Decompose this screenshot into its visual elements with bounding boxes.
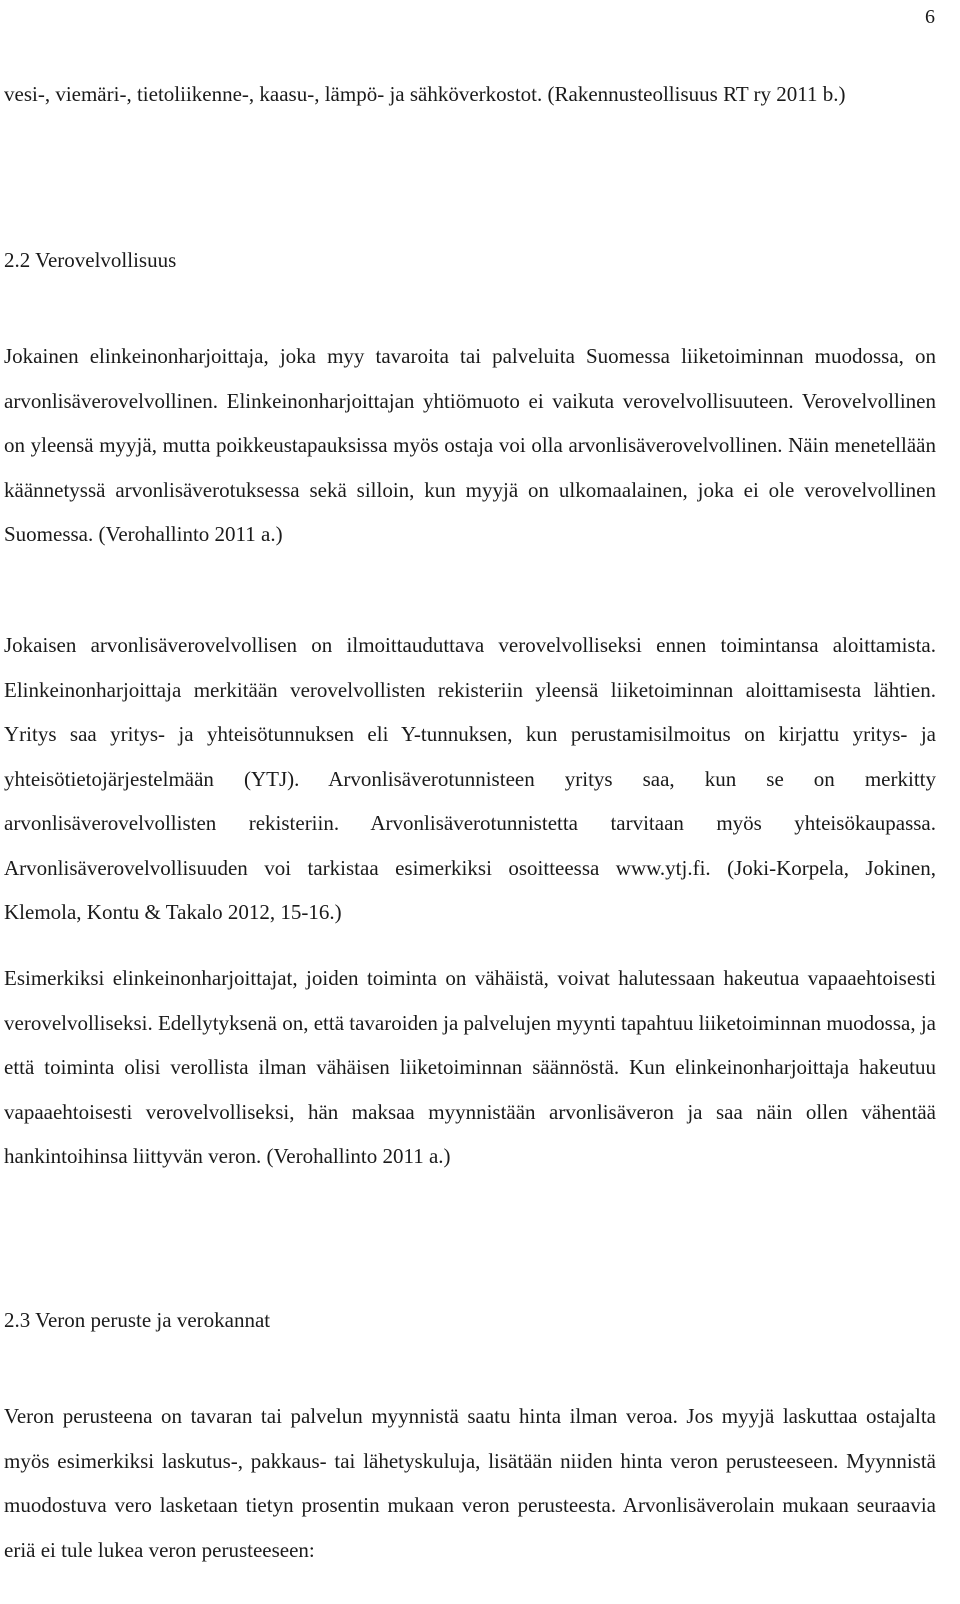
paragraph-verovelvollisuus-1: Jokainen elinkeinonharjoittaja, joka myy tavaroita tai palveluita Suomessa liiketoiminnan muodossa, on arvonlisäverovelvollinen. Elinkeinonharjoittajan yhtiömuoto ei vaikuta verovelvollisuuteen. Verovelvollinen on yleensä myyjä, mutta poikkeustapauksissa myös ostaja voi olla arvonlisäverovelvollinen. Näin menetellään käännetyssä arvonlisäverotuksessa sekä silloin, kun myyjä on ulkomaalainen, joka ei ole verovelvollinen Suomessa. (Verohallinto 2011 a.): [4, 344, 936, 546]
page-number: 6: [925, 6, 935, 28]
paragraph-verovelvollisuus-2: Jokaisen arvonlisäverovelvollisen on ilmoittauduttava verovelvolliseksi ennen toimintansa aloittamista. Elinkeinonharjoittaja merkitään verovelvollisten rekisteriin yleensä liiketoiminnan aloittamisesta lähtien. Yritys saa yritys- ja yhteisötunnuksen eli Y-tunnuksen, kun perustamisilmoitus on kirjattu yritys- ja yhteisötietojärjestelmään (YTJ). Arvonlisäverotunnisteen yritys saa, kun se on merkitty arvonlisäverovelvollisten rekisteriin. Arvonlisäverotunnistetta tarvitaan myös yhteisökaupassa. Arvonlisäverovelvollisuuden voi tarkistaa esimerkiksi osoitteessa www.ytj.fi. (Joki-Korpela, Jokinen, Klemola, Kontu & Takalo 2012, 15-16.): [4, 633, 936, 924]
continuation-paragraph: vesi-, viemäri-, tietoliikenne-, kaasu-, lämpö- ja sähköverkostot. (Rakennusteollisuus RT ry 2011 b.): [4, 82, 846, 106]
section-heading-2-3: 2.3 Veron peruste ja verokannat: [4, 1308, 271, 1332]
paragraph-verovelvollisuus-3: Esimerkiksi elinkeinonharjoittajat, joiden toiminta on vähäistä, voivat halutessaan hakeutua vapaaehtoisesti verovelvolliseksi. Edellytyksenä on, että tavaroiden ja palvelujen myynti tapahtuu liiketoiminnan muodossa, ja että toiminta olisi verollista ilman vähäisen liiketoiminnan säännöstä. Kun elinkeinonharjoittaja hakeutuu vapaaehtoisesti verovelvolliseksi, hän maksaa myynnistään arvonlisäveron ja saa näin ollen vähentää hankintoihinsa liittyvän veron. (Verohallinto 2011 a.): [4, 966, 936, 1168]
paragraph-veron-peruste-1: Veron perusteena on tavaran tai palvelun myynnistä saatu hinta ilman veroa. Jos myyjä laskuttaa ostajalta myös esimerkiksi laskutus-, pakkaus- tai lähetyskuluja, lisätään niiden hinta veron perusteeseen. Myynnistä muodostuva vero lasketaan tietyn prosentin mukaan veron perusteesta. Arvonlisäverolain mukaan seuraavia eriä ei tule lukea veron perusteeseen:: [4, 1404, 936, 1562]
section-heading-2-2: 2.2 Verovelvollisuus: [4, 248, 177, 272]
